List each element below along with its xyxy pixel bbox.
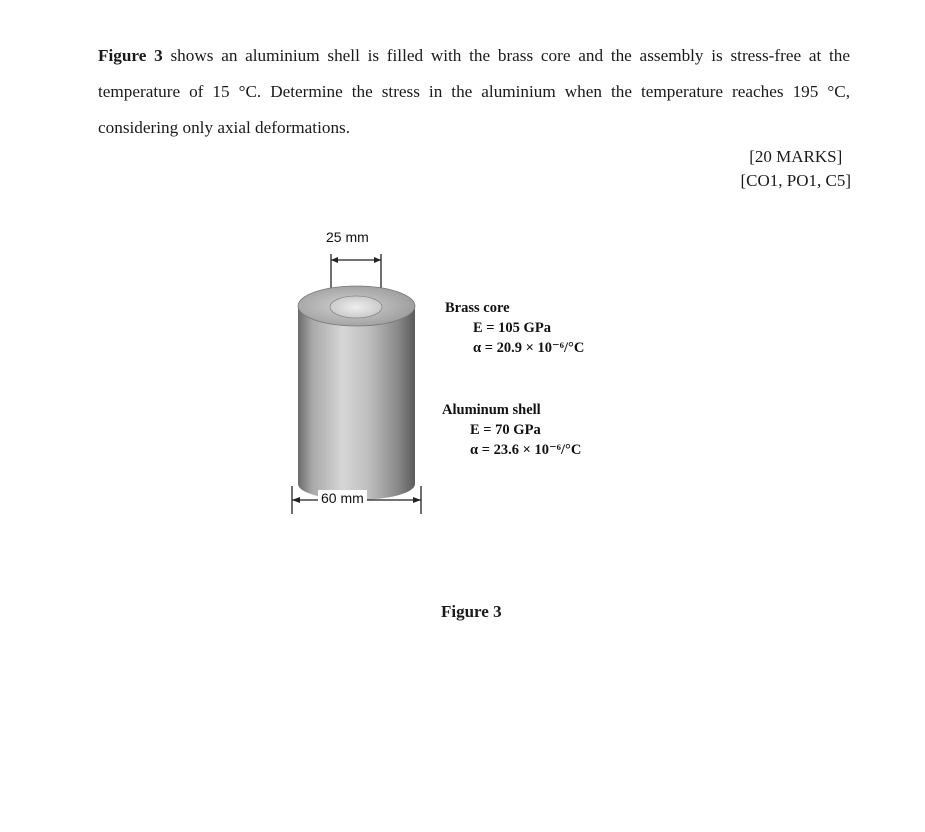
brass-modulus: E = 105 GPa bbox=[473, 320, 551, 336]
core-diameter-label: 25 mm bbox=[326, 229, 369, 245]
aluminum-shell-properties bbox=[442, 400, 581, 460]
brass-core bbox=[330, 296, 382, 318]
aluminum-modulus: E = 70 GPa bbox=[470, 422, 541, 438]
brass-core-title: Brass core bbox=[445, 300, 510, 316]
course-outcomes: [CO1, PO1, C5] bbox=[740, 171, 851, 190]
figure-3 bbox=[270, 222, 670, 542]
figure-reference: Figure 3 bbox=[98, 46, 163, 65]
brass-alpha: α = 20.9 × 10⁻⁶/°C bbox=[473, 340, 585, 356]
brass-core-properties bbox=[445, 298, 584, 358]
aluminum-shell-title: Aluminum shell bbox=[442, 402, 541, 418]
marks-block bbox=[740, 145, 851, 193]
question-body: shows an aluminium shell is filled with the brass core and the assembly is stress-free at the temperature of 15 °C. Determine the stress in the aluminium when the temperature reaches 195 °C, considering only axial deformations. bbox=[98, 46, 850, 137]
marks-total: [20 MARKS] bbox=[749, 147, 843, 166]
question-text bbox=[98, 38, 850, 146]
aluminum-alpha: α = 23.6 × 10⁻⁶/°C bbox=[470, 442, 582, 458]
figure-caption: Figure 3 bbox=[441, 602, 502, 621]
shell-diameter-label: 60 mm bbox=[318, 490, 367, 506]
